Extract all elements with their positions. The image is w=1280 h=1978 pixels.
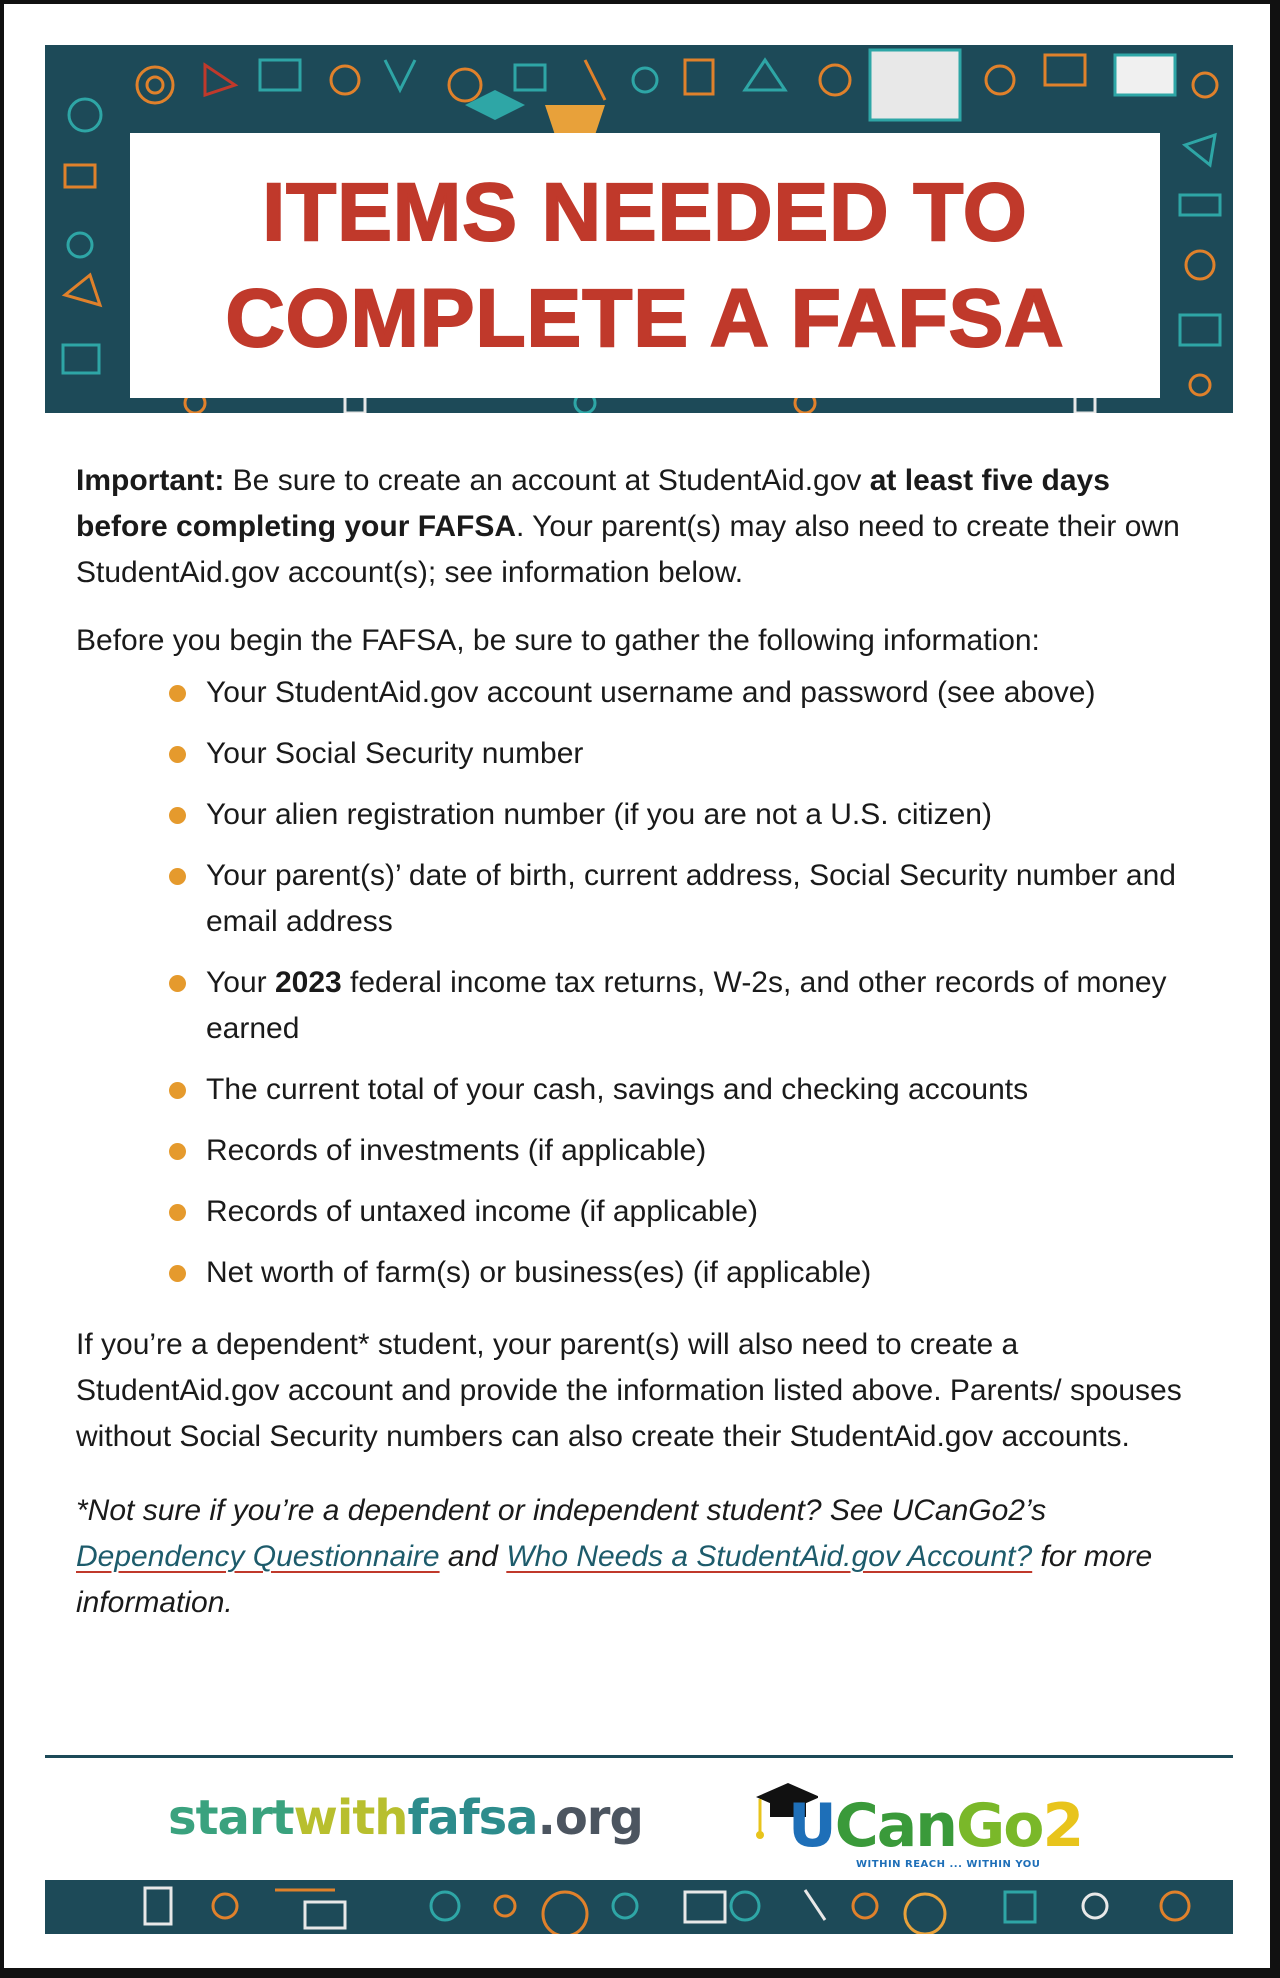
main-content [76, 458, 1196, 1626]
bullet-dot-icon [169, 1265, 186, 1282]
list-item [206, 1250, 1196, 1296]
bullet-dot-icon [169, 685, 186, 702]
list-item-text: Your Social Security number [206, 737, 584, 770]
ucango2-logo[interactable] [748, 1775, 1118, 1875]
intro-paragraph [76, 458, 1196, 596]
required-items-list [76, 670, 1196, 1296]
bullet-dot-icon [169, 975, 186, 992]
intro-text-1: Be sure to create an account at StudentAid.gov [224, 464, 870, 497]
list-item-text-post: federal income tax returns, W-2s, and other records of money earned [206, 966, 1167, 1045]
list-item-text: The current total of your cash, savings and checking accounts [206, 1073, 1029, 1106]
intro-bold: at least five days before completing your FAFSA [76, 464, 1110, 543]
footnote-text-3: for more information. [76, 1540, 1153, 1619]
list-item [206, 1067, 1196, 1113]
intro-text-2: . Your parent(s) may also need to create their own StudentAid.gov account(s); see information below. [76, 510, 1180, 589]
startwithfafsa-logo[interactable]: startwithfafsa.org [168, 1790, 643, 1846]
intro-label: Important: [76, 464, 225, 497]
footer-divider [45, 1755, 1233, 1758]
list-item [206, 960, 1196, 1052]
list-item [206, 853, 1196, 945]
footnote-text-2: and [439, 1540, 507, 1573]
tax-year: 2023 [274, 966, 342, 999]
bullet-dot-icon [169, 746, 186, 763]
title-card [130, 133, 1160, 398]
list-item [206, 1189, 1196, 1235]
list-item [206, 670, 1196, 716]
bullet-dot-icon [169, 1143, 186, 1160]
list-item-text: Your parent(s)’ date of birth, current address, Social Security number and email address [206, 859, 1176, 938]
dependency-questionnaire-link[interactable]: Dependency Questionnaire [76, 1540, 440, 1573]
list-item [206, 731, 1196, 777]
who-needs-account-link[interactable]: Who Needs a StudentAid.gov Account? [506, 1540, 1033, 1573]
dependent-paragraph: If you’re a dependent* student, your parent(s) will also need to create a StudentAid.gov account and provide the information listed above. Parents/ spouses without Social Security numbers can also create their StudentAid.gov accounts. [76, 1328, 1182, 1453]
list-item [206, 1128, 1196, 1174]
bullet-dot-icon [169, 1204, 186, 1221]
education-doodle-pattern [45, 1880, 1233, 1934]
list-item-text: Your alien registration number (if you are not a U.S. citizen) [206, 798, 992, 831]
bullet-dot-icon [169, 1082, 186, 1099]
list-item-text: Net worth of farm(s) or business(es) (if applicable) [206, 1256, 872, 1289]
list-item-text: Your StudentAid.gov account username and password (see above) [206, 676, 1096, 709]
footnote-paragraph [76, 1488, 1196, 1626]
header-banner [45, 45, 1233, 413]
list-item-text: Records of investments (if applicable) [206, 1134, 707, 1167]
list-item-text-pre: Your [206, 966, 275, 999]
bullet-dot-icon [169, 868, 186, 885]
bullet-dot-icon [169, 807, 186, 824]
list-item [206, 792, 1196, 838]
page-title-line-2: COMPLETE A FAFSA [225, 272, 1065, 364]
footnote-text-1: *Not sure if you’re a dependent or independent student? See UCanGo2’s [76, 1494, 1047, 1527]
ucango2-tagline: WITHIN REACH ... WITHIN YOU [856, 1859, 1041, 1870]
list-item-text: Records of untaxed income (if applicable) [206, 1195, 758, 1228]
graduation-cap-icon [465, 90, 525, 120]
gather-intro: Before you begin the FAFSA, be sure to gather the following information: [76, 624, 1040, 657]
footer-banner [45, 1880, 1233, 1934]
ucango2-wordmark: UCanGo2 [788, 1791, 1083, 1861]
page-title-line-1: ITEMS NEEDED TO [262, 166, 1028, 258]
